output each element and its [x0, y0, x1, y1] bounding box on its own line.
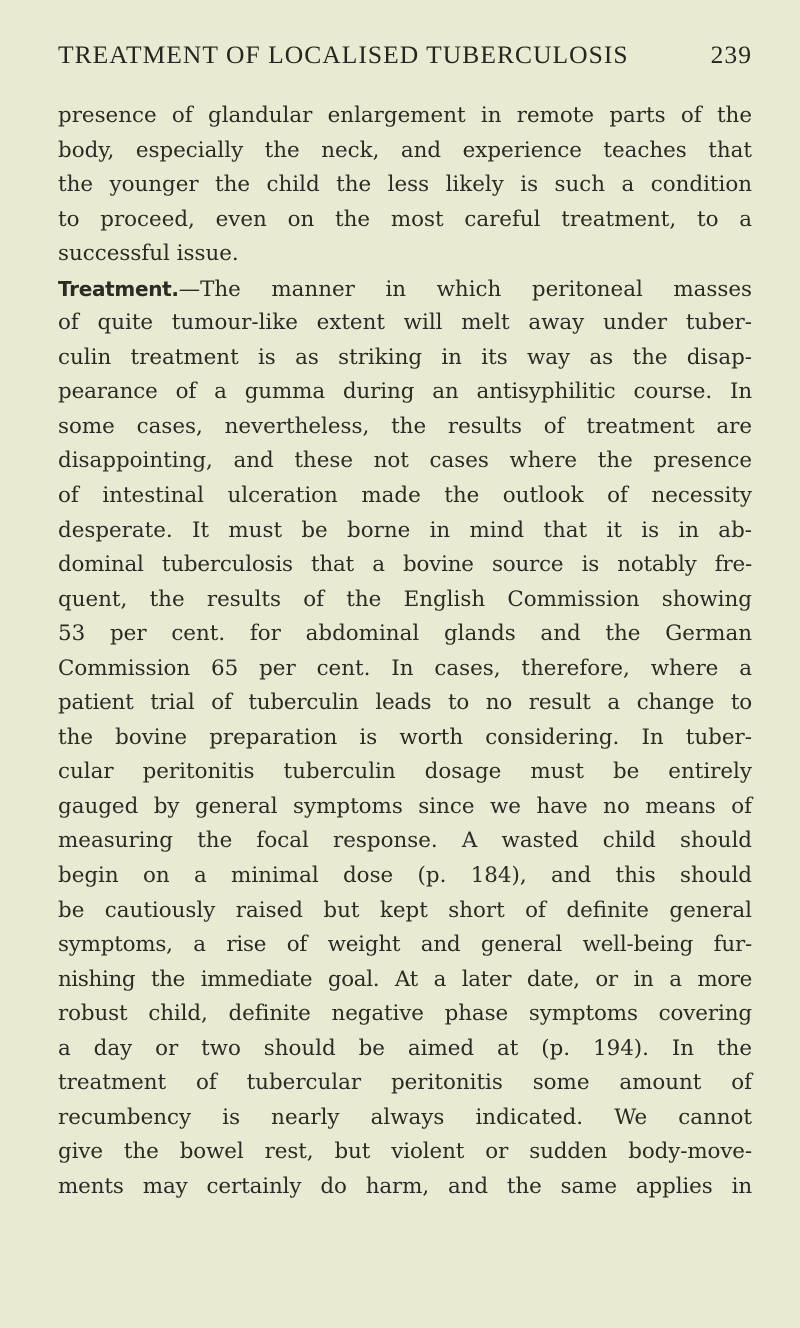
text-line	[58, 272, 752, 307]
text-line: gauged by general symptoms since we have no means of	[58, 793, 752, 819]
text-line: presence of glandular enlargement in remote parts of the	[58, 103, 752, 128]
running-head	[58, 38, 752, 72]
body-text	[58, 99, 752, 1205]
text-line: begin on a minimal dose (p. 184), and this should	[58, 863, 752, 889]
text-line: of quite tumour-like extent will melt away under tuber-	[58, 310, 752, 336]
text-line: 53 per cent. for abdominal glands and the German	[58, 621, 752, 647]
section-heading-treatment: Treatment.	[58, 276, 179, 301]
text-line-rest: —The manner in which peritoneal masses	[178, 276, 752, 302]
text-line: ments may certainly do harm, and the same applies in	[58, 1173, 752, 1199]
text-line: dominal tuberculosis that a bovine source is notably fre-	[58, 552, 752, 578]
text-line: successful issue.	[58, 241, 239, 267]
paragraph-treatment	[58, 272, 752, 1205]
text-line: the younger the child the less likely is such a condition	[58, 172, 752, 198]
text-line: the bovine preparation is worth considering. In tuber-	[58, 724, 752, 750]
book-page	[58, 0, 752, 1328]
text-line: of intestinal ulceration made the outlook of necessity	[58, 483, 752, 509]
text-line: robust child, definite negative phase symptoms covering	[58, 1001, 752, 1027]
text-line: some cases, nevertheless, the results of treatment are	[58, 413, 752, 439]
text-line: culin treatment is as striking in its way as the disap-	[58, 344, 752, 370]
text-line: be cautiously raised but kept short of definite general	[58, 897, 752, 923]
text-line: symptoms, a rise of weight and general well-being fur-	[58, 932, 752, 958]
text-line: disappointing, and these not cases where the presence	[58, 448, 752, 474]
text-line: desperate. It must be borne in mind that it is in ab-	[58, 517, 752, 543]
text-line: measuring the focal response. A wasted child should	[58, 828, 752, 854]
text-line: to proceed, even on the most careful treatment, to a	[58, 206, 752, 232]
text-line: nishing the immediate goal. At a later date, or in a more	[58, 966, 752, 992]
text-line: give the bowel rest, but violent or sudden body-move-	[58, 1139, 752, 1165]
running-head-title: TREATMENT OF LOCALISED TUBERCULOSIS	[58, 40, 629, 69]
paragraph-glandular-enlargement	[58, 99, 752, 272]
text-line: quent, the results of the English Commission showing	[58, 586, 752, 612]
text-line: patient trial of tuberculin leads to no result a change to	[58, 690, 752, 716]
page-number: 239	[710, 40, 752, 69]
text-line: body, especially the neck, and experience teaches that	[58, 137, 752, 163]
text-line: cular peritonitis tuberculin dosage must be entirely	[58, 759, 752, 785]
text-line: Commission 65 per cent. In cases, therefore, where a	[58, 655, 752, 681]
text-line: a day or two should be aimed at (p. 194). In the	[58, 1035, 752, 1061]
text-line: treatment of tubercular peritonitis some amount of	[58, 1070, 752, 1096]
text-line: pearance of a gumma during an antisyphilitic course. In	[58, 379, 752, 405]
text-line: recumbency is nearly always indicated. We cannot	[58, 1104, 752, 1130]
